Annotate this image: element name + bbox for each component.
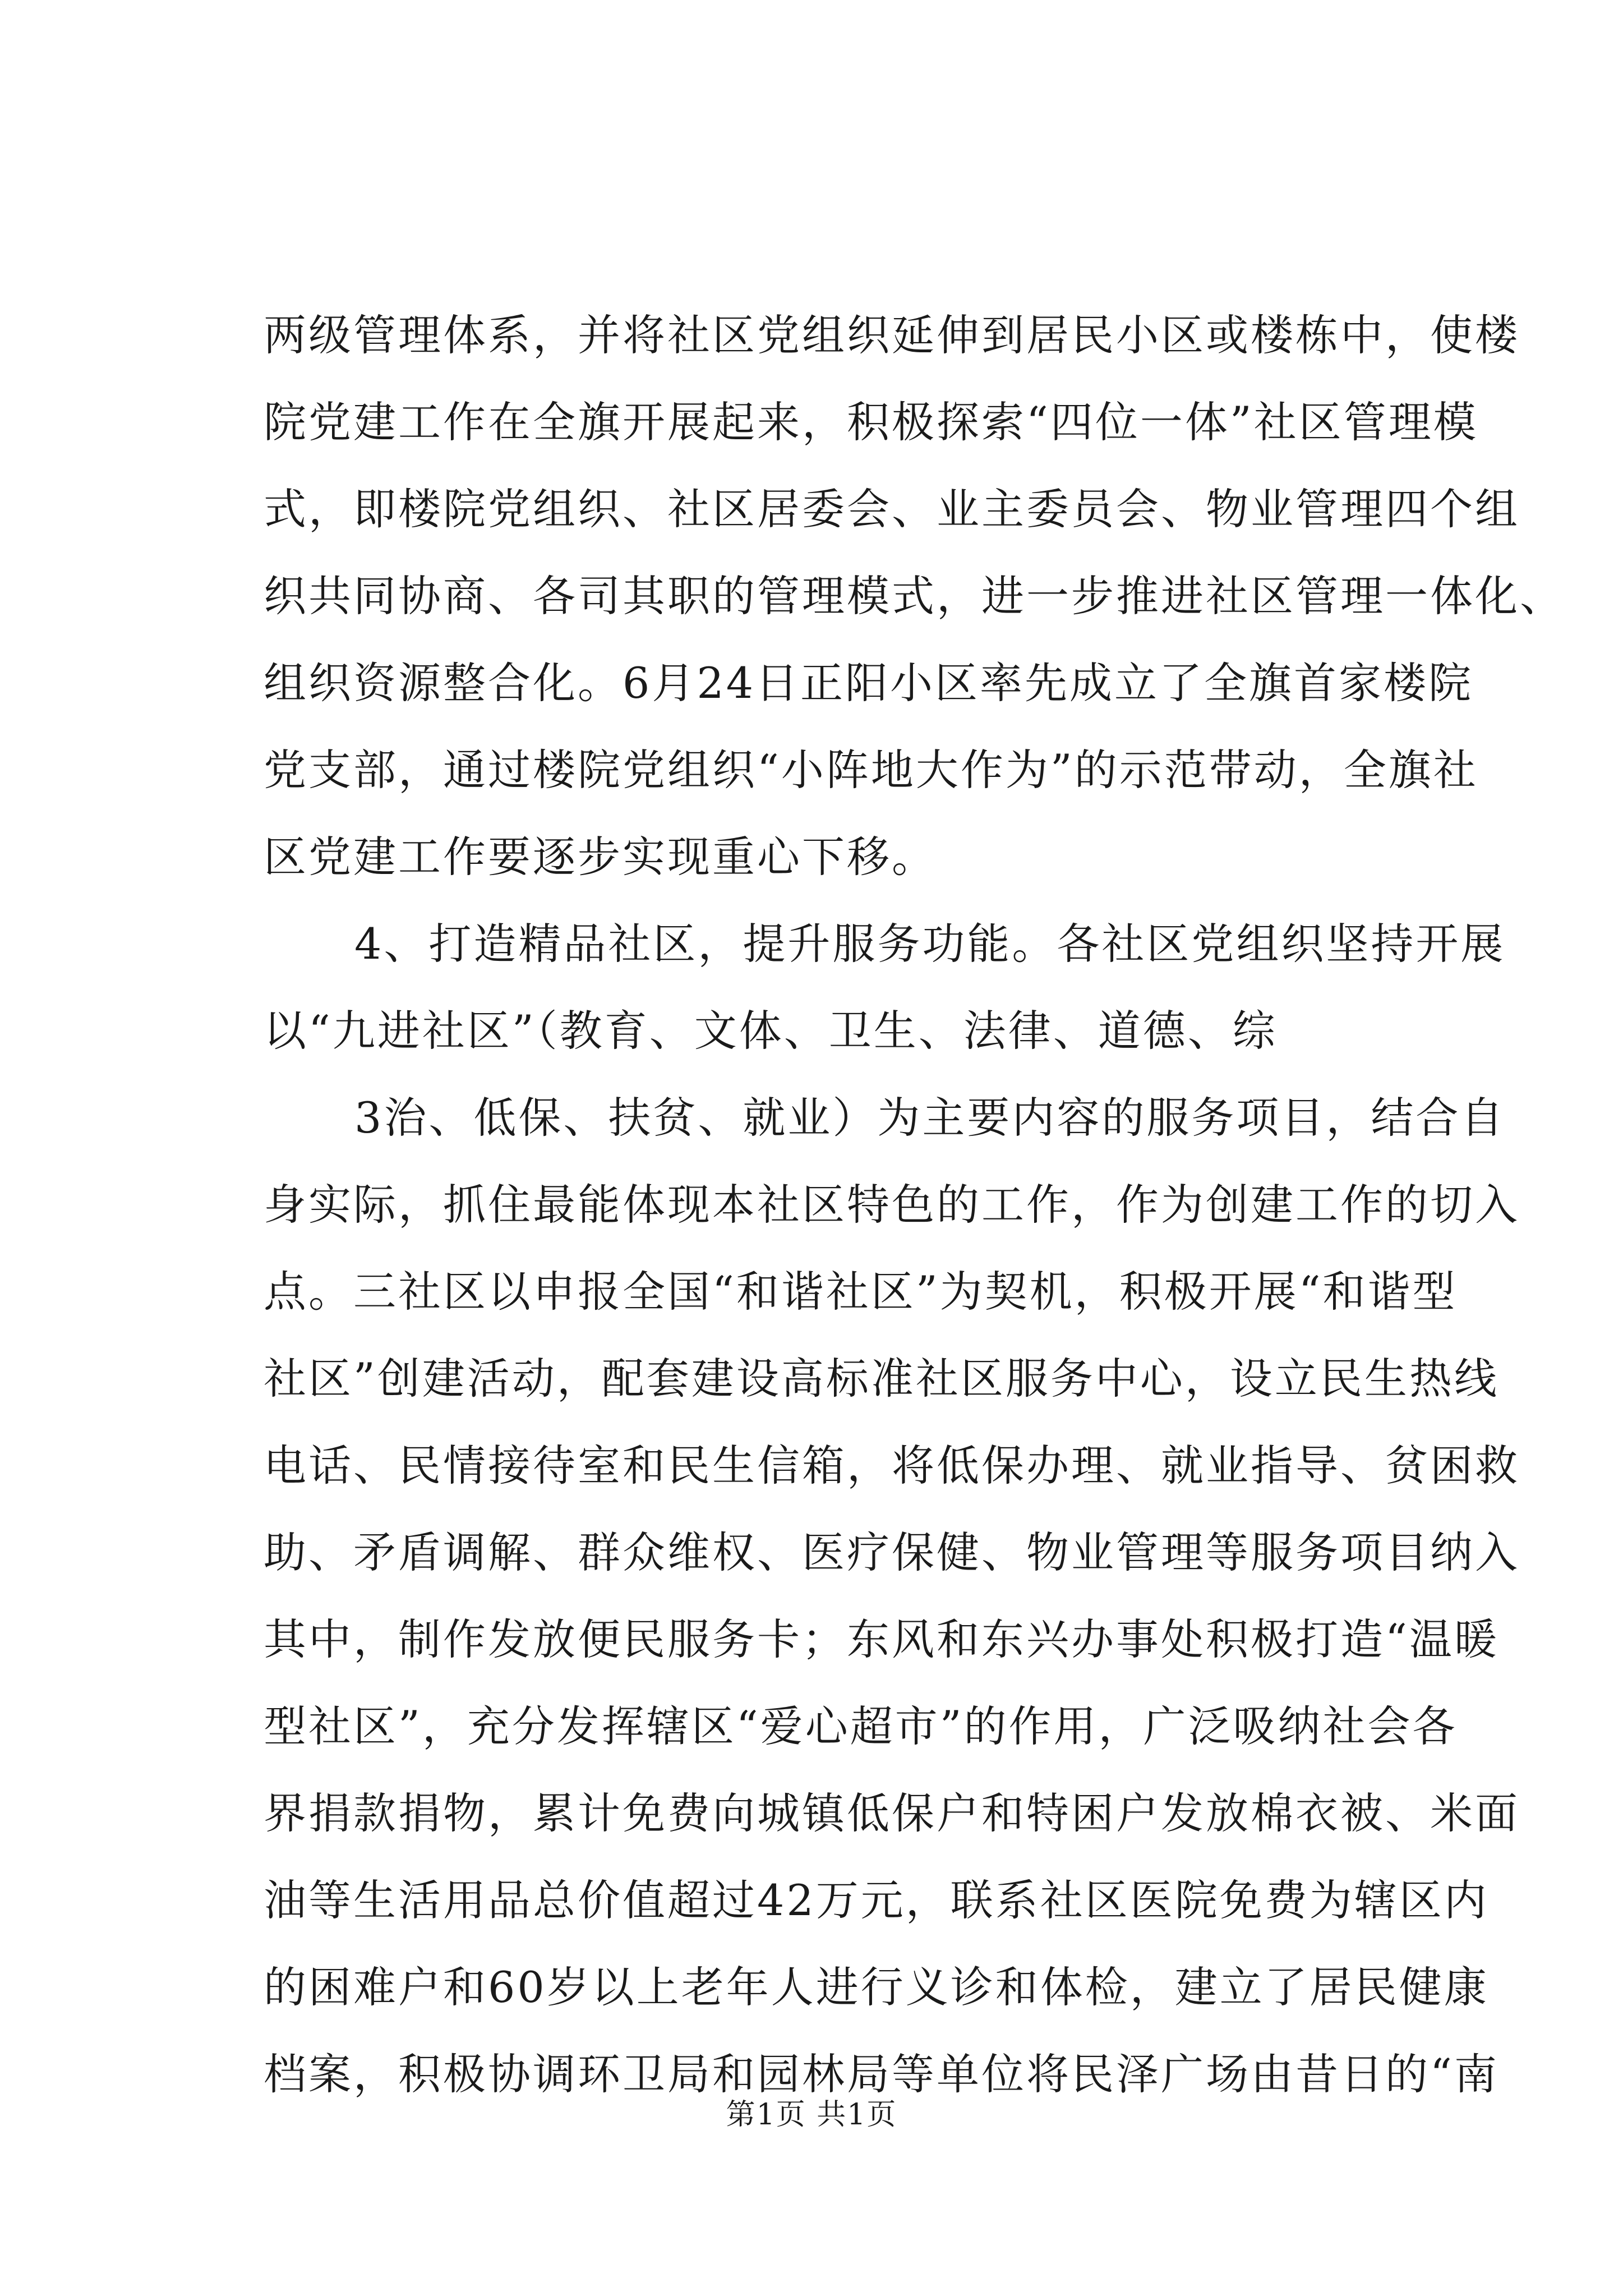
text-line: 以“九进社区”（教育、文体、卫生、法律、道德、综 [264, 1006, 1278, 1056]
text-line: 党支部，通过楼院党组织“小阵地大作为”的示范带动，全旗社 [264, 745, 1478, 795]
text-line: 助、矛盾调解、群众维权、医疗保健、物业管理等服务项目纳入 [264, 1527, 1520, 1577]
text-line: 型社区”，充分发挥辖区“爱心超市”的作用，广泛吸纳社会各 [264, 1701, 1458, 1751]
text-line: 电话、民情接待室和民生信箱，将低保办理、就业指导、贫困救 [264, 1441, 1520, 1490]
text-line: 院党建工作在全旗开展起来，积极探索“四位一体”社区管理模 [264, 397, 1478, 447]
body-text [264, 292, 1565, 2118]
page-footer [0, 2095, 1623, 2134]
paragraph-start-line: 4、打造精品社区，提升服务功能。各社区党组织坚持开展 [354, 919, 1506, 969]
text-line: 点。三社区以申报全国“和谐社区”为契机，积极开展“和谐型 [264, 1267, 1458, 1317]
text-line: 其中，制作发放便民服务卡；东风和东兴办事处积极打造“温暖 [264, 1614, 1499, 1664]
text-line: 社区”创建活动，配套建设高标准社区服务中心，设立民生热线 [264, 1354, 1499, 1404]
text-line: 档案，积极协调环卫局和园林局等单位将民泽广场由昔日的“南 [264, 2049, 1499, 2099]
text-line: 式，即楼院党组织、社区居委会、业主委员会、物业管理四个组 [264, 484, 1520, 534]
text-line: 织共同协商、各司其职的管理模式，进一步推进社区管理一体化、 [264, 571, 1565, 621]
text-line: 身实际，抓住最能体现本社区特色的工作，作为创建工作的切入 [264, 1180, 1520, 1230]
text-line: 油等生活用品总价值超过42万元，联系社区医院免费为辖区内 [264, 1875, 1489, 1925]
text-line: 两级管理体系，并将社区党组织延伸到居民小区或楼栋中，使楼 [264, 310, 1520, 360]
text-line: 界捐款捐物，累计免费向城镇低保户和特困户发放棉衣被、米面 [264, 1788, 1520, 1838]
text-line: 组织资源整合化。6月24日正阳小区率先成立了全旗首家楼院 [264, 658, 1474, 708]
text-line: 区党建工作要逐步实现重心下移。 [264, 832, 937, 882]
page-number-label: 第1页 共1页 [726, 2098, 897, 2132]
text-line: 的困难户和60岁以上老年人进行义诊和体检，建立了居民健康 [264, 1962, 1489, 2012]
paragraph-start-line: 3治、低保、扶贫、就业）为主要内容的服务项目，结合自 [354, 1093, 1506, 1143]
